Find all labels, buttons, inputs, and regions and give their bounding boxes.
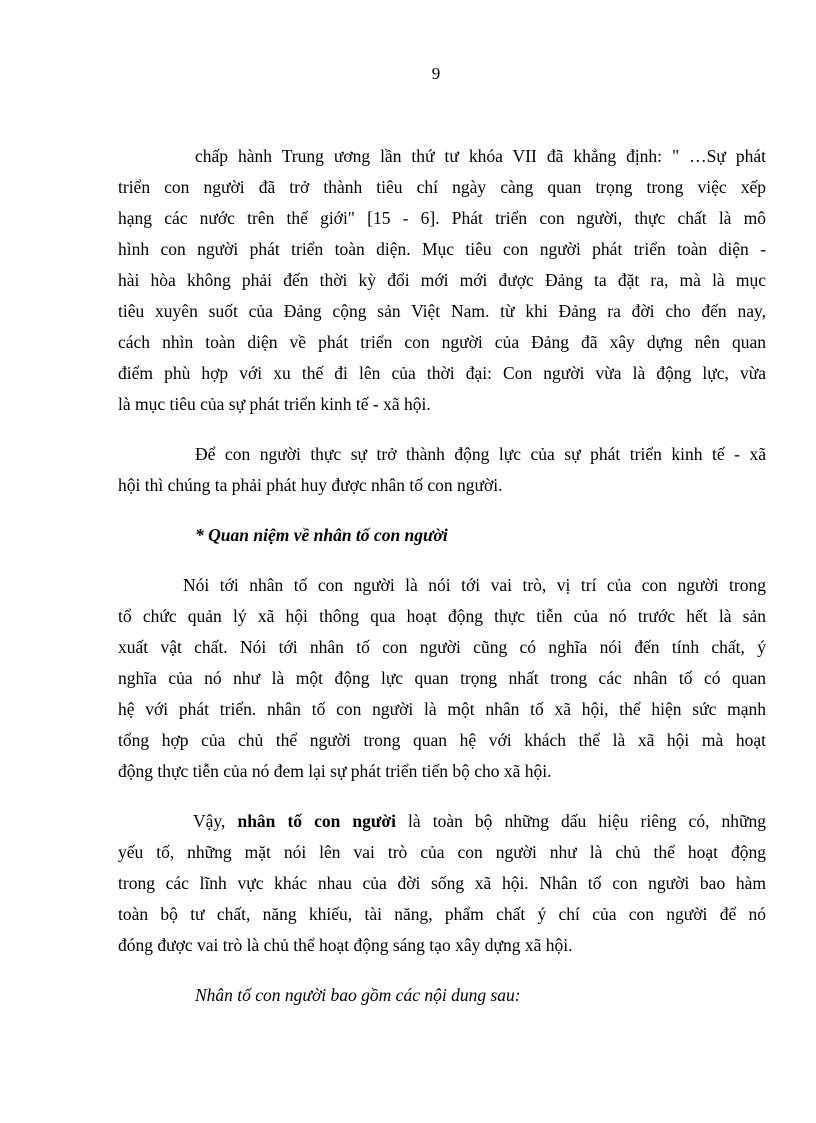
paragraph-line: toàn bộ tư chất, năng khiếu, tài năng, phẩm chất ý chí của con người để nó [118, 904, 766, 924]
paragraph-line: động thực tiễn của nó đem lại sự phát triển tiến bộ cho xã hội. [118, 761, 552, 781]
page-number: 9 [431, 64, 441, 83]
paragraph-line: là mục tiêu của sự phát triển kinh tế - xã hội. [118, 394, 431, 414]
paragraph-line: Để con người thực sự trở thành động lực của sự phát triển kinh tế - xã [195, 444, 766, 464]
paragraph-line: trong các lĩnh vực khác nhau của đời sống xã hội. Nhân tố con người bao hàm [118, 873, 766, 893]
bold-term: nhân tố con người [237, 811, 396, 831]
paragraph-line: chấp hành Trung ương lần thứ tư khóa VII đã khẳng định: " …Sự phát [195, 146, 766, 166]
paragraph-line: tổng hợp của chủ thể người trong quan hệ với khách thể là xã hội mà hoạt [118, 730, 766, 750]
paragraph-line: Nói tới nhân tố con người là nói tới vai trò, vị trí của con người trong [183, 575, 766, 595]
paragraph-line: hội thì chúng ta phải phát huy được nhân tố con người. [118, 475, 503, 495]
paragraph-line: hài hòa không phải đến thời kỳ đổi mới mới được Đảng ta đặt ra, mà là mục [118, 270, 766, 290]
paragraph-line: hình con người phát triển toàn diện. Mục tiêu con người phát triển toàn diện - [118, 239, 766, 259]
paragraph-line: hệ với phát triển. nhân tố con người là một nhân tố xã hội, thể hiện sức mạnh [118, 699, 766, 719]
paragraph-line: điểm phù hợp với xu thế đi lên của thời đại: Con người vừa là động lực, vừa [118, 363, 766, 383]
text-run: là toàn bộ những dấu hiệu riêng có, những [395, 811, 766, 831]
paragraph-line: nghĩa của nó như là một động lực quan trọng nhất trong các nhân tố có quan [118, 668, 766, 688]
section-heading: * Quan niệm về nhân tố con người [195, 525, 448, 545]
paragraph-line: cách nhìn toàn diện về phát triển con người của Đảng đã xây dựng nên quan [118, 332, 766, 352]
paragraph-line: yếu tố, những mặt nói lên vai trò của con người như là chủ thể hoạt động [118, 842, 766, 862]
paragraph-2 [118, 439, 766, 501]
paragraph-1 [118, 141, 766, 420]
italic-intro-line: Nhân tố con người bao gồm các nội dung sau: [195, 985, 521, 1005]
paragraph-4 [118, 806, 766, 961]
paragraph-line [193, 806, 766, 837]
paragraph-line: triển con người đã trở thành tiêu chí ngày càng quan trọng trong việc xếp [118, 177, 766, 197]
paragraph-line: xuất vật chất. Nói tới nhân tố con người cũng có nghĩa nói đến tính chất, ý [118, 637, 766, 657]
text-run: Vậy, [193, 811, 238, 831]
paragraph-line: tổ chức quản lý xã hội thông qua hoạt động thực tiễn của nó trước hết là sản [118, 606, 766, 626]
paragraph-line: tiêu xuyên suốt của Đảng cộng sản Việt Nam. từ khi Đảng ra đời cho đến nay, [118, 301, 766, 321]
paragraph-line: hạng các nước trên thế giới" [15 - 6]. Phát triển con người, thực chất là mô [118, 208, 766, 228]
paragraph-3 [118, 570, 766, 787]
document-body [118, 141, 766, 1011]
paragraph-line: đóng được vai trò là chủ thể hoạt động sáng tạo xây dựng xã hội. [118, 935, 573, 955]
